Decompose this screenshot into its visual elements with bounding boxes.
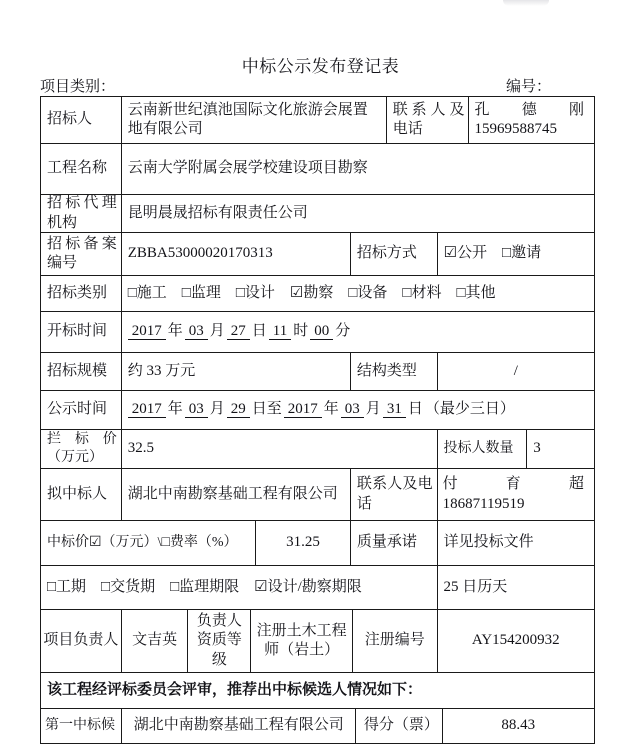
review-note-cell: 该工程经评标委员会评审，推荐出中标候选人情况如下：	[47, 681, 423, 698]
range-to-unit: 日至	[251, 401, 282, 418]
opening-hour: 11	[269, 323, 291, 340]
proposed-winner-value-cell: 湖北中南勘察基础工程有限公司	[122, 469, 351, 520]
table-row-project-manager	[41, 610, 594, 673]
contact-name-part: 德	[521, 101, 537, 118]
score-label-cell: 得分（票）	[356, 709, 443, 743]
opening-month: 03	[185, 323, 208, 340]
contact-name-part: 孔	[474, 101, 490, 118]
table-row-opening-time	[41, 312, 594, 353]
form-title: 中标公示发布登记表	[241, 57, 400, 76]
contact-name-part: 超	[568, 476, 584, 492]
table-row-duration	[41, 566, 594, 610]
window-shadow-artifact	[503, 0, 549, 6]
year-unit: 年	[167, 323, 183, 340]
month-unit: 月	[209, 323, 225, 340]
agency-value-cell: 昆明晨晟招标有限责任公司	[127, 204, 308, 221]
score-value-cell: 88.43	[501, 717, 536, 734]
publicity-time-label-cell: 公示时间	[41, 391, 122, 429]
minute-unit: 分	[335, 323, 351, 340]
form-meta-row	[40, 75, 595, 96]
category-checkboxes: □施工 □监理 □设计 ☑勘察 □设备 □材料 □其他	[127, 284, 496, 301]
manager-qualification-value-cell: 注册土木工程师（岩土）	[251, 610, 353, 672]
first-candidate-label-cell: 第一中标候	[41, 709, 122, 743]
quality-promise-label-cell: 质量承诺	[351, 521, 438, 565]
contact-name-part: 育	[505, 476, 521, 492]
table-row-ceiling-price	[41, 430, 594, 469]
bid-method-label-cell: 招标方式	[351, 233, 438, 275]
year-unit: 年	[167, 401, 183, 418]
bidder-contact-name	[469, 101, 594, 121]
ceiling-price-value-cell: 32.5	[122, 430, 438, 468]
pub-year-1: 2017	[128, 401, 166, 418]
table-row-agency	[41, 195, 594, 233]
structure-type-value-cell: /	[513, 362, 518, 379]
first-candidate-value-cell: 湖北中南勘察基础工程有限公司	[122, 709, 356, 743]
bidder-contact-value-cell	[469, 97, 594, 143]
quality-promise-value-cell: 详见投标文件	[443, 534, 534, 551]
winner-contact-name	[438, 475, 594, 495]
bidder-label-cell: 招标人	[41, 97, 122, 143]
opening-time-value-cell	[122, 312, 594, 352]
opening-day: 27	[227, 323, 250, 340]
project-value-cell: 云南大学附属会展学校建设项目勘察	[127, 160, 368, 177]
agency-label-cell: 招标代理机构	[41, 195, 122, 232]
scale-label-cell: 招标规模	[41, 353, 122, 390]
table-row-first-candidate	[41, 709, 594, 743]
table-row-publicity-time	[41, 391, 594, 430]
table-row-proposed-winner	[41, 469, 594, 521]
table-row-review-note	[41, 673, 594, 709]
form-number-label: 编号：	[505, 79, 551, 95]
manager-label-cell: 项目负责人	[41, 610, 122, 672]
record-value-cell: ZBBA53000020170313	[122, 233, 351, 275]
project-category-label: 项目类别：	[40, 79, 116, 95]
bidder-contact-label-cell: 联系人及电话	[387, 97, 470, 143]
bidder-value-cell: 云南新世纪滇池国际文化旅游会展置地有限公司	[122, 97, 387, 143]
pub-year-2: 2017	[284, 401, 322, 418]
winner-contact-value-cell	[438, 469, 594, 520]
duration-value-cell: 25 日历天	[443, 578, 508, 595]
structure-type-label-cell: 结构类型	[351, 353, 438, 390]
winning-price-value-cell: 31.25	[256, 521, 351, 565]
contact-name-part: 付	[442, 476, 458, 492]
manager-name-cell: 文吉英	[122, 610, 189, 672]
bid-method-checkboxes: ☑公开 □邀请	[443, 245, 542, 262]
pub-day-2: 31	[383, 401, 406, 418]
table-row-bidder	[41, 97, 594, 144]
bidder-count-value-cell: 3	[533, 440, 541, 457]
bidder-contact-phone: 15969588745	[474, 121, 557, 137]
publicity-time-value-cell	[122, 391, 594, 429]
opening-year: 2017	[128, 323, 166, 340]
manager-qualification-label-cell: 负责人资质等级	[188, 610, 251, 672]
day-unit: 日	[251, 323, 267, 340]
winner-contact-label-cell: 联系人及电话	[351, 469, 438, 520]
month-unit: 月	[365, 401, 381, 418]
proposed-winner-label-cell: 拟中标人	[41, 469, 122, 520]
pub-day-1: 29	[227, 401, 250, 418]
pub-month-1: 03	[185, 401, 208, 418]
table-row-record-number	[41, 233, 594, 276]
table-row-scale	[41, 353, 594, 391]
opening-minute: 00	[310, 323, 333, 340]
pub-minimum-note: （最少三日）	[424, 401, 515, 418]
bidder-count-label-cell: 投标人数量	[438, 430, 528, 468]
opening-time-label-cell: 开标时间	[41, 312, 122, 352]
scale-value-cell: 约 33 万元	[122, 353, 351, 390]
ceiling-price-label-cell: 拦标价（万元）	[41, 430, 122, 468]
category-label-cell: 招标类别	[41, 276, 122, 311]
table-row-project	[41, 144, 594, 195]
year-unit: 年	[323, 401, 339, 418]
registration-table	[40, 96, 595, 744]
registration-number-value-cell: AY154200932	[471, 632, 560, 649]
month-unit: 月	[209, 401, 225, 418]
record-label-cell: 招标备案编号	[41, 233, 122, 275]
registration-number-label-cell: 注册编号	[353, 610, 438, 672]
project-label-cell: 工程名称	[41, 144, 122, 194]
table-row-winning-price	[41, 521, 594, 566]
hour-unit: 时	[293, 323, 309, 340]
winner-contact-phone: 18687119519	[442, 495, 525, 512]
winning-price-label-cell: 中标价☑（万元）\□费率（%）	[41, 521, 256, 565]
duration-checkboxes: □工期 □交货期 □监理期限 ☑设计/勘察期限	[41, 566, 438, 609]
contact-name-part: 刚	[568, 101, 584, 118]
pub-month-2: 03	[341, 401, 364, 418]
day-unit: 日	[407, 401, 423, 418]
table-row-category	[41, 276, 594, 312]
